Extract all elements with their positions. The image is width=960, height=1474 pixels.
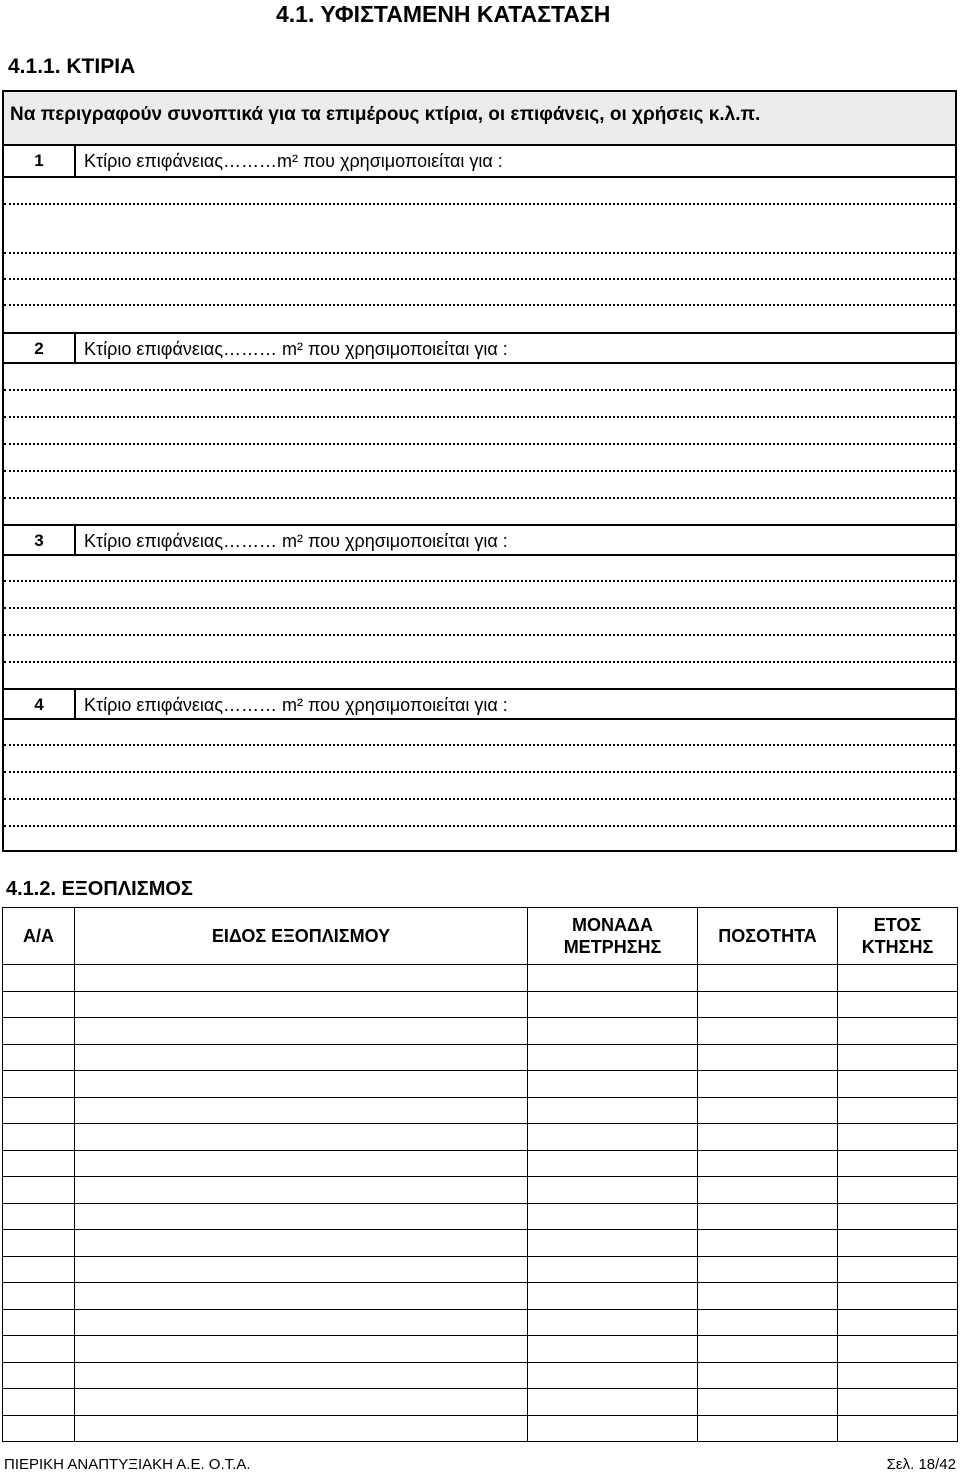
table-cell[interactable] xyxy=(528,1389,698,1416)
table-row xyxy=(3,1389,958,1416)
table-cell[interactable] xyxy=(698,1309,838,1336)
table-row xyxy=(3,1018,958,1045)
table-cell[interactable] xyxy=(698,1124,838,1151)
dotted-fill-line xyxy=(4,278,955,280)
table-row xyxy=(3,1336,958,1363)
table-cell[interactable] xyxy=(528,1283,698,1310)
table-cell[interactable] xyxy=(3,1150,75,1177)
table-cell[interactable] xyxy=(698,1415,838,1442)
table-cell[interactable] xyxy=(3,1203,75,1230)
table-cell[interactable] xyxy=(3,1389,75,1416)
table-row xyxy=(3,1415,958,1442)
building-number: 3 xyxy=(4,526,76,556)
table-row xyxy=(3,1071,958,1098)
table-cell[interactable] xyxy=(698,965,838,992)
table-cell[interactable] xyxy=(838,1124,958,1151)
dotted-fill-line xyxy=(4,634,955,636)
table-cell[interactable] xyxy=(528,1415,698,1442)
dotted-fill-line xyxy=(4,203,955,205)
table-cell[interactable] xyxy=(838,1177,958,1204)
table-cell[interactable] xyxy=(3,1177,75,1204)
table-row xyxy=(3,991,958,1018)
dotted-fill-line xyxy=(4,607,955,609)
table-row xyxy=(3,1097,958,1124)
dotted-fill-line xyxy=(4,470,955,472)
building-row-2 xyxy=(4,334,955,364)
table-row xyxy=(3,1362,958,1389)
dotted-fill-line xyxy=(4,304,955,306)
table-cell[interactable] xyxy=(75,1177,528,1204)
table-cell[interactable] xyxy=(75,1071,528,1098)
footer-page-number: Σελ. 18/42 xyxy=(886,1456,956,1473)
table-cell[interactable] xyxy=(3,1283,75,1310)
building-description: Κτίριο επιφάνειας……… m² που χρησιμοποιείται για : xyxy=(84,339,508,359)
table-cell[interactable] xyxy=(528,1230,698,1257)
table-cell[interactable] xyxy=(75,1018,528,1045)
table-cell[interactable] xyxy=(528,965,698,992)
dotted-fill-line xyxy=(4,416,955,418)
table-row xyxy=(3,1283,958,1310)
table-cell[interactable] xyxy=(528,1018,698,1045)
table-cell[interactable] xyxy=(698,1389,838,1416)
table-cell[interactable] xyxy=(3,965,75,992)
table-cell[interactable] xyxy=(528,1336,698,1363)
table-row xyxy=(3,1044,958,1071)
table-cell[interactable] xyxy=(698,1362,838,1389)
table-cell[interactable] xyxy=(3,1230,75,1257)
subsection-title-buildings: 4.1.1. ΚΤΙΡΙΑ xyxy=(8,55,136,78)
dotted-fill-line xyxy=(4,661,955,663)
table-cell[interactable] xyxy=(75,1309,528,1336)
table-cell[interactable] xyxy=(75,1124,528,1151)
table-cell[interactable] xyxy=(528,1044,698,1071)
table-cell[interactable] xyxy=(75,1044,528,1071)
building-row-3 xyxy=(4,526,955,556)
column-header-unit: ΜΟΝΑΔΑ ΜΕΤΡΗΣΗΣ xyxy=(528,908,698,965)
table-row xyxy=(3,1177,958,1204)
dotted-fill-line xyxy=(4,580,955,582)
column-header-quantity: ΠΟΣΟΤΗΤΑ xyxy=(698,908,838,965)
buildings-instruction-row xyxy=(4,92,955,146)
table-cell[interactable] xyxy=(75,1256,528,1283)
table-row xyxy=(3,965,958,992)
table-cell[interactable] xyxy=(838,1389,958,1416)
dotted-fill-line xyxy=(4,744,955,746)
table-cell[interactable] xyxy=(3,1336,75,1363)
table-cell[interactable] xyxy=(838,1044,958,1071)
column-header-year: ΕΤΟΣ ΚΤΗΣΗΣ xyxy=(838,908,958,965)
table-cell[interactable] xyxy=(3,1309,75,1336)
table-cell[interactable] xyxy=(838,1283,958,1310)
table-cell[interactable] xyxy=(75,1150,528,1177)
footer-organization: ΠΙΕΡΙΚΗ ΑΝΑΠΤΥΞΙΑΚΗ Α.Ε. Ο.Τ.Α. xyxy=(4,1456,251,1473)
table-row xyxy=(3,1256,958,1283)
table-cell[interactable] xyxy=(838,1071,958,1098)
divider xyxy=(4,718,955,720)
table-cell[interactable] xyxy=(698,1283,838,1310)
table-cell[interactable] xyxy=(75,1097,528,1124)
column-header-equipment-type: ΕΙΔΟΣ ΕΞΟΠΛΙΣΜΟΥ xyxy=(75,908,528,965)
table-cell[interactable] xyxy=(698,1044,838,1071)
table-row xyxy=(3,1150,958,1177)
table-cell[interactable] xyxy=(75,1389,528,1416)
table-cell[interactable] xyxy=(75,1362,528,1389)
table-cell[interactable] xyxy=(3,1097,75,1124)
table-cell[interactable] xyxy=(838,991,958,1018)
subsection-title-equipment: 4.1.2. ΕΞΟΠΛΙΣΜΟΣ xyxy=(6,878,193,900)
table-cell[interactable] xyxy=(698,1150,838,1177)
table-cell[interactable] xyxy=(838,1362,958,1389)
building-description: Κτίριο επιφάνειας……… m² που χρησιμοποιείται για : xyxy=(84,531,508,551)
table-cell[interactable] xyxy=(698,1336,838,1363)
table-cell[interactable] xyxy=(528,1097,698,1124)
table-row xyxy=(3,1309,958,1336)
equipment-header-row xyxy=(3,908,958,965)
dotted-fill-line xyxy=(4,252,955,254)
divider xyxy=(4,362,955,364)
buildings-table xyxy=(2,90,957,852)
dotted-fill-line xyxy=(4,389,955,391)
table-cell[interactable] xyxy=(75,991,528,1018)
column-header-aa: Α/Α xyxy=(3,908,75,965)
building-number: 4 xyxy=(4,690,76,720)
table-cell[interactable] xyxy=(75,965,528,992)
table-cell[interactable] xyxy=(3,1018,75,1045)
table-cell[interactable] xyxy=(3,991,75,1018)
table-cell[interactable] xyxy=(838,1150,958,1177)
table-cell[interactable] xyxy=(528,1071,698,1098)
table-cell[interactable] xyxy=(528,1362,698,1389)
table-cell[interactable] xyxy=(528,991,698,1018)
table-cell[interactable] xyxy=(838,1203,958,1230)
table-cell[interactable] xyxy=(75,1230,528,1257)
table-cell[interactable] xyxy=(3,1124,75,1151)
building-number: 2 xyxy=(4,334,76,364)
table-cell[interactable] xyxy=(3,1415,75,1442)
divider xyxy=(4,554,955,556)
table-cell[interactable] xyxy=(838,1018,958,1045)
table-cell[interactable] xyxy=(75,1283,528,1310)
section-title: 4.1. ΥΦΙΣΤΑΜΕΝΗ ΚΑΤΑΣΤΑΣΗ xyxy=(276,1,611,27)
table-cell[interactable] xyxy=(698,1256,838,1283)
table-cell[interactable] xyxy=(698,1203,838,1230)
building-row-4 xyxy=(4,690,955,720)
table-cell[interactable] xyxy=(3,1256,75,1283)
building-description: Κτίριο επιφάνειας………m² που χρησιμοποιείται για : xyxy=(84,151,503,171)
table-cell[interactable] xyxy=(75,1336,528,1363)
building-description: Κτίριο επιφάνειας……… m² που χρησιμοποιείται για : xyxy=(84,695,508,715)
table-cell[interactable] xyxy=(75,1415,528,1442)
table-cell[interactable] xyxy=(528,1256,698,1283)
table-cell[interactable] xyxy=(698,1018,838,1045)
table-cell[interactable] xyxy=(698,1097,838,1124)
table-cell[interactable] xyxy=(698,1230,838,1257)
dotted-fill-line xyxy=(4,771,955,773)
building-number: 1 xyxy=(4,146,76,176)
table-row xyxy=(3,1230,958,1257)
table-cell[interactable] xyxy=(838,1256,958,1283)
building-row-1 xyxy=(4,146,955,176)
equipment-table-body xyxy=(3,965,958,1442)
dotted-fill-line xyxy=(4,825,955,827)
table-row xyxy=(3,1124,958,1151)
table-cell[interactable] xyxy=(75,1203,528,1230)
table-cell[interactable] xyxy=(528,1150,698,1177)
table-cell[interactable] xyxy=(528,1177,698,1204)
dotted-fill-line xyxy=(4,798,955,800)
table-cell[interactable] xyxy=(838,1309,958,1336)
table-cell[interactable] xyxy=(838,1415,958,1442)
table-row xyxy=(3,1203,958,1230)
buildings-instruction: Να περιγραφούν συνοπτικά για τα επιμέρους κτίρια, οι επιφάνεις, οι χρήσεις κ.λ.π. xyxy=(10,104,761,125)
table-cell[interactable] xyxy=(698,1071,838,1098)
equipment-table xyxy=(2,907,958,1442)
table-cell[interactable] xyxy=(528,1124,698,1151)
dotted-fill-line xyxy=(4,497,955,499)
table-cell[interactable] xyxy=(528,1309,698,1336)
table-cell[interactable] xyxy=(3,1044,75,1071)
table-cell[interactable] xyxy=(838,1230,958,1257)
table-cell[interactable] xyxy=(3,1362,75,1389)
table-cell[interactable] xyxy=(3,1071,75,1098)
table-cell[interactable] xyxy=(698,1177,838,1204)
dotted-fill-line xyxy=(4,443,955,445)
table-cell[interactable] xyxy=(838,1097,958,1124)
table-cell[interactable] xyxy=(838,1336,958,1363)
divider xyxy=(4,176,955,178)
table-cell[interactable] xyxy=(528,1203,698,1230)
table-cell[interactable] xyxy=(698,991,838,1018)
table-cell[interactable] xyxy=(838,965,958,992)
